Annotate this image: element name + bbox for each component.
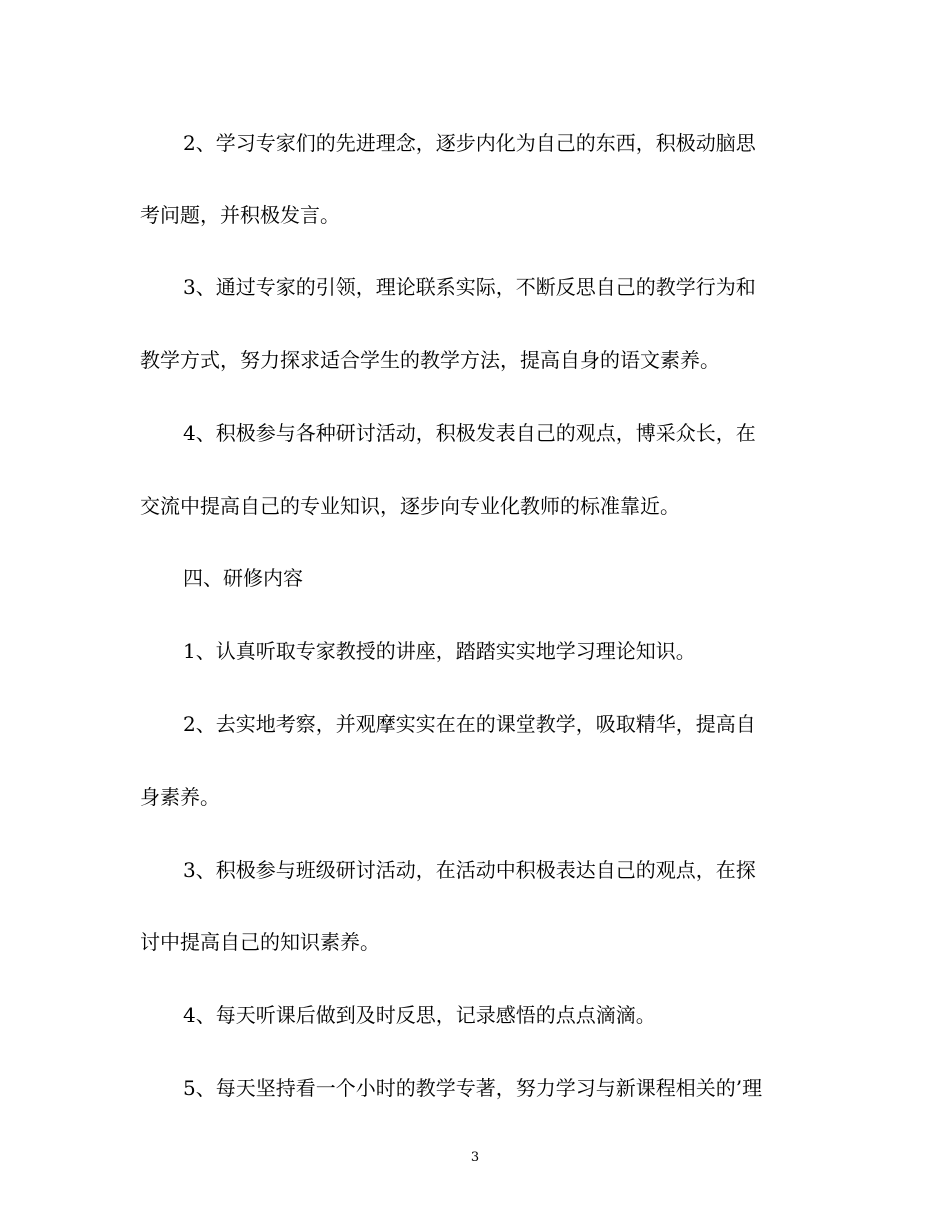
page-number: 3 — [470, 1150, 480, 1165]
paragraph-line: 2、去实地考察，并观摩实实在在的课堂教学，吸取精华，提高自 — [183, 712, 756, 736]
paragraph-line: 2、学习专家们的先进理念，逐步内化为自己的东西，积极动脑思 — [183, 131, 756, 155]
paragraph-line: 讨中提高自己的知识素养。 — [140, 930, 380, 954]
section-heading: 四、研修内容 — [183, 566, 303, 590]
paragraph-line: 4、积极参与各种研讨活动，积极发表自己的观点，博采众长，在 — [183, 421, 756, 445]
paragraph-line: 5、每天坚持看一个小时的教学专著，努力学习与新课程相关的’理 — [183, 1076, 763, 1100]
paragraph-line: 4、每天听课后做到及时反思，记录感悟的点点滴滴。 — [183, 1003, 656, 1027]
paragraph-line: 3、通过专家的引领，理论联系实际，不断反思自己的教学行为和 — [183, 275, 756, 299]
paragraph-line: 考问题，并积极发言。 — [140, 203, 340, 227]
paragraph-line: 交流中提高自己的专业知识，逐步向专业化教师的标准靠近。 — [140, 494, 680, 518]
paragraph-line: 3、积极参与班级研讨活动，在活动中积极表达自己的观点，在探 — [183, 858, 756, 882]
paragraph-line: 身素养。 — [140, 785, 220, 809]
paragraph-line: 1、认真听取专家教授的讲座，踏踏实实地学习理论知识。 — [183, 639, 696, 663]
paragraph-line: 教学方式，努力探求适合学生的教学方法，提高自身的语文素养。 — [140, 348, 720, 372]
